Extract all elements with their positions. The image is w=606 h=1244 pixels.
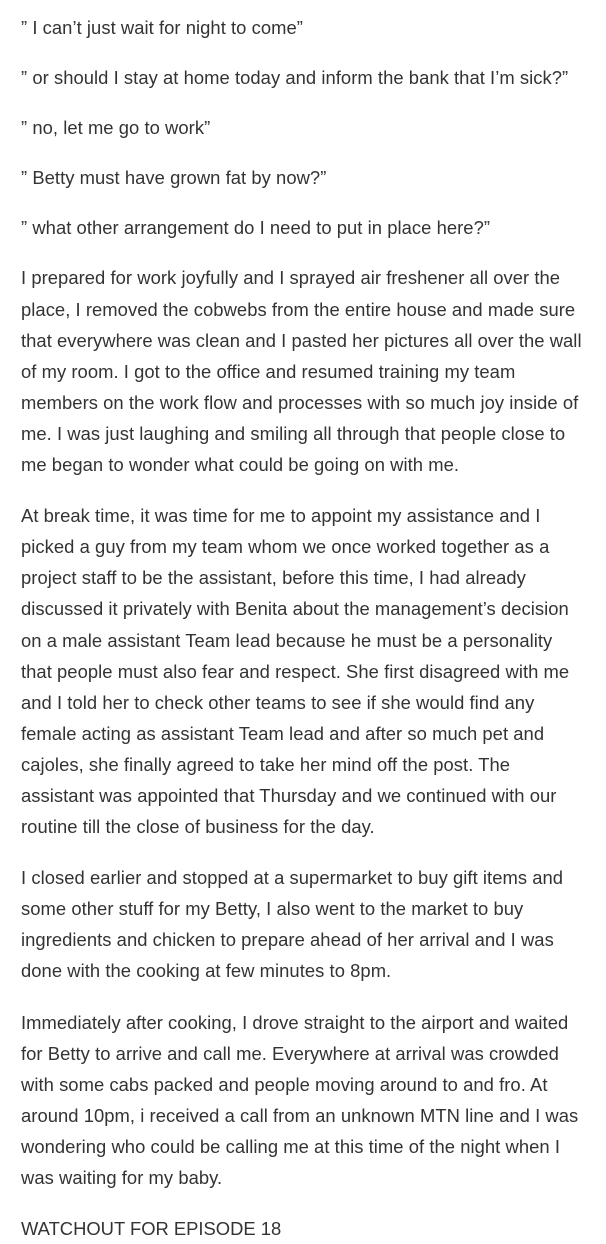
quote-line: ” no, let me go to work” (21, 117, 211, 139)
text-line: ingredients and chicken to prepare ahead of her arrival and I was (21, 929, 554, 951)
text-line: assistant was appointed that Thursday and we continued with our (21, 784, 557, 806)
text-line: that everywhere was clean and I pasted her pictures all over the wall (21, 329, 582, 351)
text-line: wondering who could be calling me at this time of the night when I (21, 1135, 560, 1157)
text-line: cajoles, she finally agreed to take her mind off the post. The (21, 753, 511, 775)
text-line: members on the work flow and processes with so much joy inside of (21, 391, 579, 413)
text-line: me. I was just laughing and smiling all through that people close to (21, 422, 566, 444)
text-line: done with the cooking at few minutes to 8pm. (21, 960, 392, 982)
quote-line: ” or should I stay at home today and inform the bank that I’m sick?” (21, 67, 569, 89)
text-line: discussed it privately with Benita about the management’s decision (21, 598, 569, 620)
text-line: on a male assistant Team lead because he must be a personality (21, 629, 553, 651)
text-line: picked a guy from my team whom we once worked together as a (21, 536, 550, 558)
paragraph (21, 262, 596, 480)
text-line: Immediately after cooking, I drove straight to the airport and waited (21, 1011, 569, 1033)
text-line: At break time, it was time for me to appoint my assistance and I (21, 505, 541, 527)
text-line: around 10pm, i received a call from an unknown MTN line and I was (21, 1104, 579, 1126)
paragraph (21, 862, 596, 986)
text-line: some other stuff for my Betty, I also went to the market to buy (21, 898, 524, 920)
text-line: I prepared for work joyfully and I sprayed air freshener all over the (21, 267, 561, 289)
story-text (21, 12, 596, 1244)
text-line: place, I removed the cobwebs from the entire house and made sure (21, 298, 576, 320)
text-line: routine till the close of business for the day. (21, 816, 375, 838)
text-line: and I told her to check other teams to see if she would find any (21, 691, 535, 713)
quote-line: ” I can’t just wait for night to come” (21, 17, 303, 38)
text-line: I closed earlier and stopped at a supermarket to buy gift items and (21, 867, 564, 889)
text-line: of my room. I got to the office and resumed training my team (21, 360, 516, 382)
episode-footer: WATCHOUT FOR EPISODE 18 (21, 1218, 282, 1240)
text-line: project staff to be the assistant, before this time, I had already (21, 567, 526, 589)
text-line: me began to wonder what could be going on with me. (21, 454, 460, 476)
quote-line: ” what other arrangement do I need to put in place here?” (21, 217, 491, 239)
text-line: that people must also fear and respect. She first disagreed with me (21, 660, 570, 682)
paragraph (21, 1007, 596, 1194)
text-line: was waiting for my baby. (21, 1167, 223, 1188)
text-line: with some cabs packed and people moving around to and fro. At (21, 1073, 548, 1095)
quote-line: ” Betty must have grown fat by now?” (21, 167, 327, 189)
text-line: for Betty to arrive and call me. Everywhere at arrival was crowded (21, 1042, 559, 1064)
text-line: female acting as assistant Team lead and after so much pet and (21, 722, 545, 744)
paragraph (21, 500, 596, 842)
